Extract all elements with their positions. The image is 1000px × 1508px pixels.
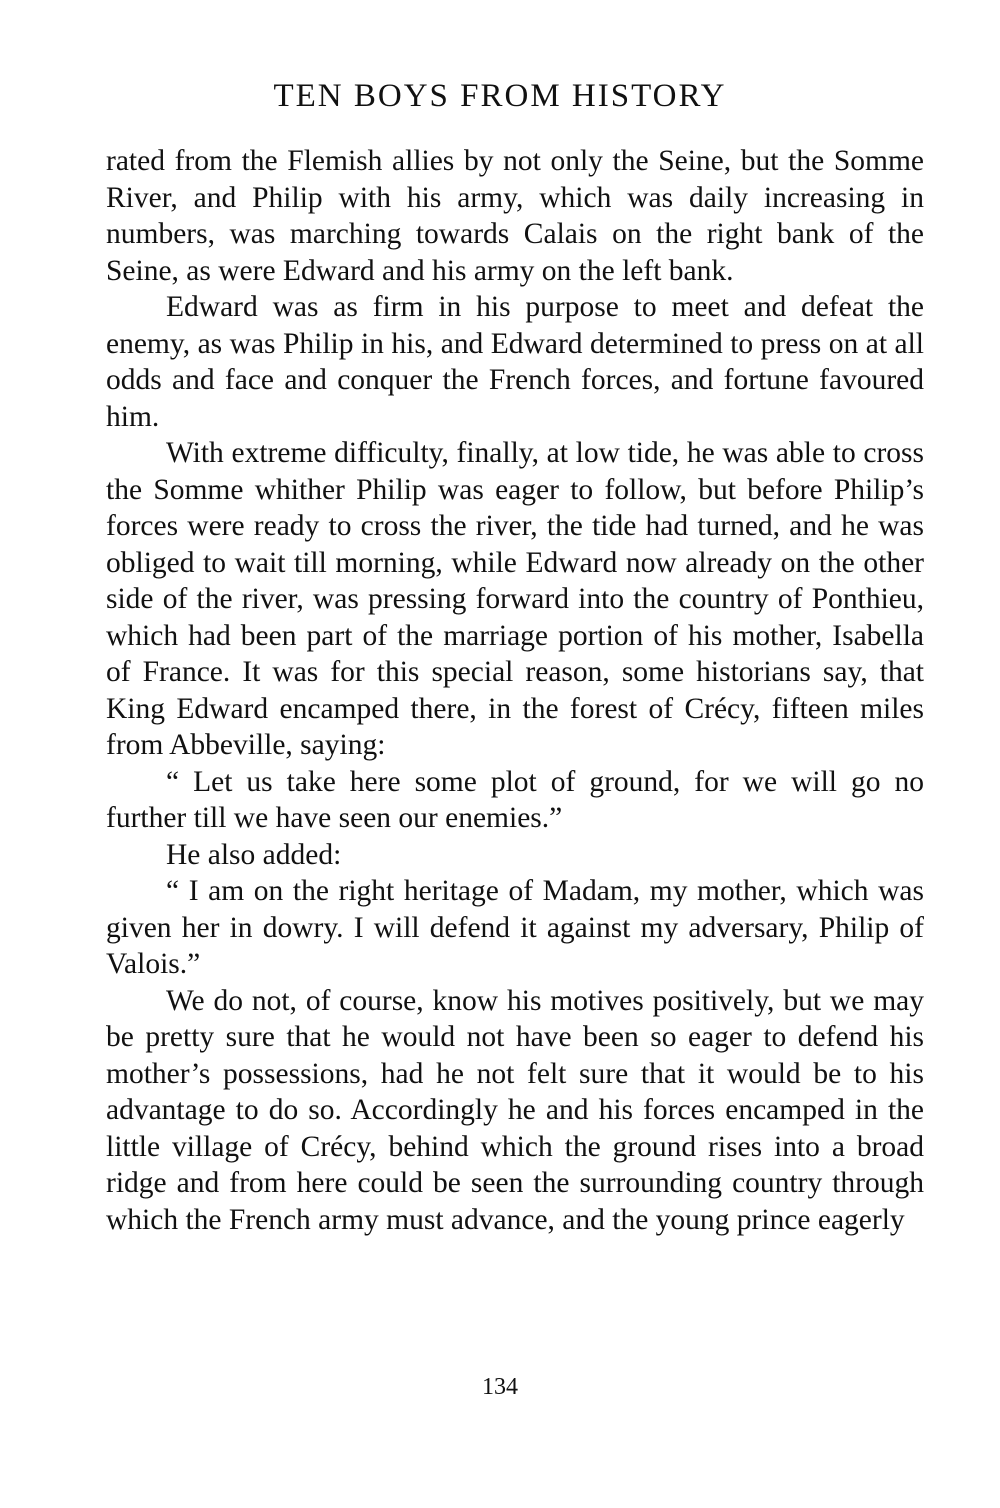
running-head-title: TEN BOYS FROM HISTORY bbox=[273, 78, 727, 114]
paragraph: With extreme difficulty, finally, at low tide, he was able to cross the Somme whither Philip was eager to follow, but before Philip’s forces were ready to cross the river, the tide had turned, and he was obliged to wait till morning, while Edward now already on the other side of the river, was pressing forward into the country of Ponthieu, which had been part of the marriage portion of his mother, Isabella of France. It was for this special reason, some historians say, that King Edward encamped there, in the forest of Crécy, fifteen miles from Abbeville, saying: bbox=[106, 437, 924, 761]
quotation-paragraph: “ Let us take here some plot of ground, for we will go no further till we have seen our enemies.” bbox=[106, 765, 924, 834]
body-text bbox=[106, 143, 924, 1238]
page-number: 134 bbox=[482, 1374, 518, 1400]
paragraph: He also added: bbox=[166, 838, 342, 871]
paragraph-continued: rated from the Flemish allies by not only the Seine, but the Somme River, and Philip with his army, which was daily increasing in numbers, was marching towards Calais on the right bank of the Seine, as were Edward and his army on the left bank. bbox=[106, 145, 924, 287]
paragraph: Edward was as firm in his purpose to meet and defeat the enemy, as was Philip in his, and Edward determined to press on at all odds and face and conquer the French forces, and fortune favoured him. bbox=[106, 291, 924, 433]
paragraph: We do not, of course, know his motives positively, but we may be pretty sure that he would not have been so eager to defend his mother’s possessions, had he not felt sure that it would be to his advantage to do so. Accordingly he and his forces encamped in the little village of Crécy, behind which the ground rises into a broad ridge and from here could be seen the surrounding country through which the French army must advance, and the young prince eagerly bbox=[106, 984, 924, 1236]
quotation-paragraph: “ I am on the right heritage of Madam, my mother, which was given her in dowry. I will defend it against my adversary, Philip of Valois.” bbox=[106, 875, 924, 980]
